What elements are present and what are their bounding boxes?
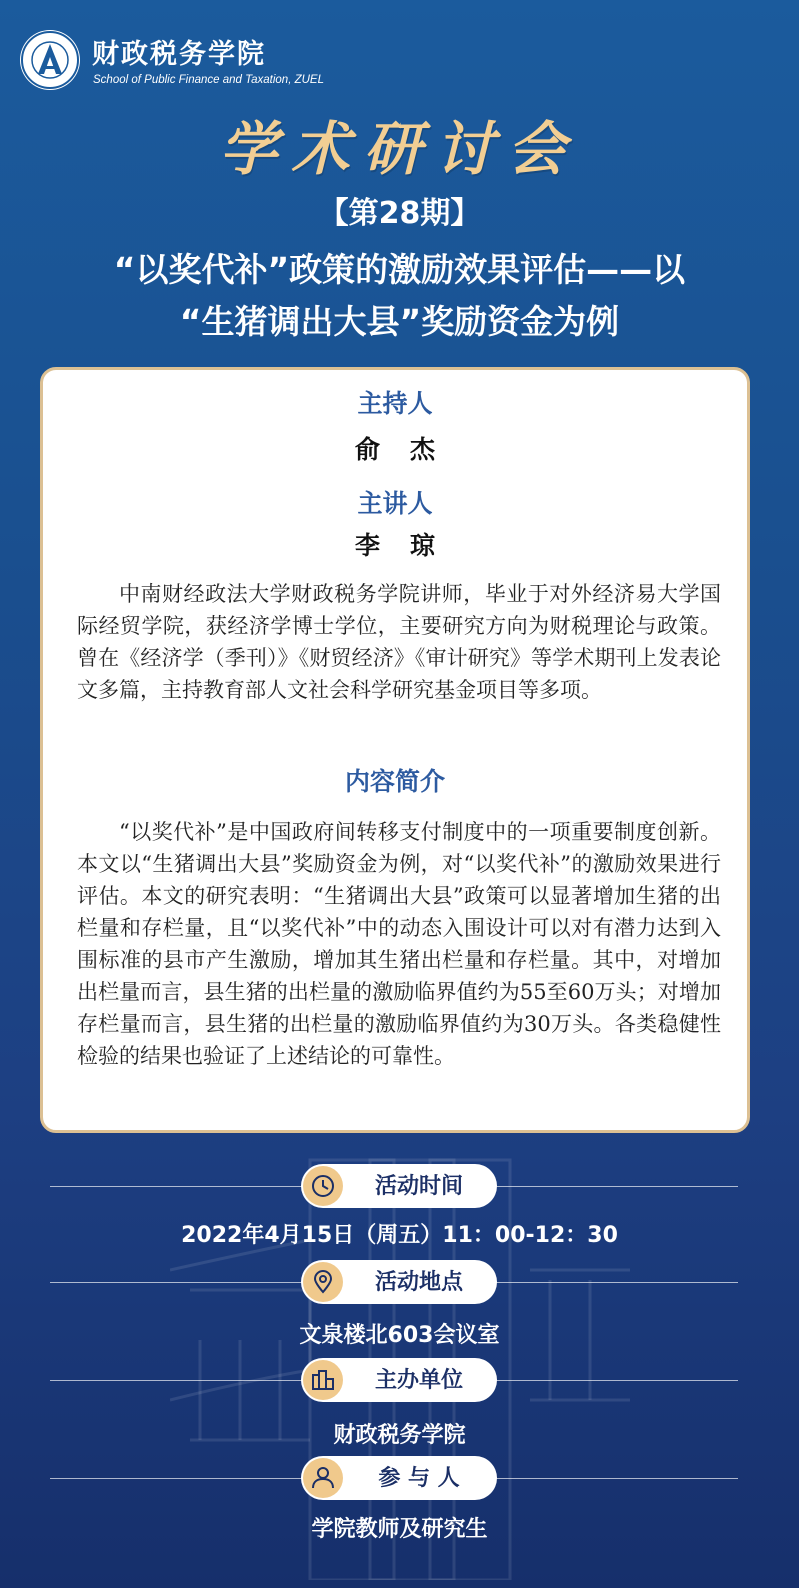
- summary-label: 内容简介: [344, 767, 445, 796]
- attendee-label: 参 与 人: [378, 1465, 460, 1491]
- attendee-value: 学院教师及研究生: [311, 1517, 488, 1542]
- place-pill: [301, 1260, 497, 1304]
- event-type-title: 学术研讨会: [219, 115, 580, 183]
- school-name-en: School of Public Finance and Taxation, ZUEL: [93, 74, 324, 86]
- time-pill: [301, 1164, 497, 1208]
- building-icon: [303, 1360, 343, 1400]
- talk-title-line-2: “生猪调出大县”奖励资金为例: [179, 302, 620, 341]
- location-pin-icon: [303, 1262, 343, 1302]
- talk-title: [10, 244, 789, 348]
- speaker-bio: 中南财经政法大学财政税务学院讲师，毕业于对外经济易大学国际经贸学院，获经济学博士学位，主要研究方向为财税理论与政策。曾在《经济学（季刊）》《财贸经济》《审计研究》等学术期刊上发表论文多篇，主持教育部人文社会科学研究基金项目等多项。: [77, 582, 721, 702]
- organizer-pill: [301, 1358, 497, 1402]
- speaker-label: 主讲人: [357, 489, 433, 518]
- school-logo-icon: [20, 30, 80, 90]
- organizer-label: 主办单位: [374, 1367, 463, 1393]
- host-label: 主持人: [357, 389, 433, 418]
- clock-icon: [303, 1166, 343, 1206]
- summary-text: “以奖代补”是中国政府间转移支付制度中的一项重要制度创新。本文以“生猪调出大县”奖励资金为例，对“以奖代补”的激励效果进行评估。本文的研究表明：“生猪调出大县”政策可以显著增加生猪的出栏量和存栏量，且“以奖代补”中的动态入围设计可以对有潜力达到入围标准的县市产生激励，增加其生猪出栏量和存栏量。其中，对增加出栏量而言，县生猪的出栏量的激励临界值约为55至60万头；对增加存栏量而言，县生猪的出栏量的激励临界值约为30万头。各类稳健性检验的结果也验证了上述结论的可靠性。: [77, 820, 721, 1068]
- school-header: [20, 26, 340, 96]
- organizer-value: 财政税务学院: [333, 1423, 466, 1448]
- place-label: 活动地点: [374, 1269, 463, 1295]
- speaker-name: 李琼: [354, 531, 465, 560]
- issue-number: 【第28期】: [318, 196, 481, 231]
- time-label: 活动时间: [374, 1173, 463, 1199]
- attendee-pill: [301, 1456, 497, 1500]
- person-icon: [303, 1458, 343, 1498]
- speaker-info-card: [40, 367, 750, 1133]
- talk-title-line-1: “以奖代补”政策的激励效果评估——以: [113, 250, 686, 289]
- school-name-cn: 财政税务学院: [92, 39, 266, 70]
- place-value: 文泉楼北603会议室: [299, 1323, 500, 1348]
- time-value: 2022年4月15日（周五）11：00-12：30: [181, 1223, 618, 1248]
- host-name: 俞杰: [354, 435, 465, 464]
